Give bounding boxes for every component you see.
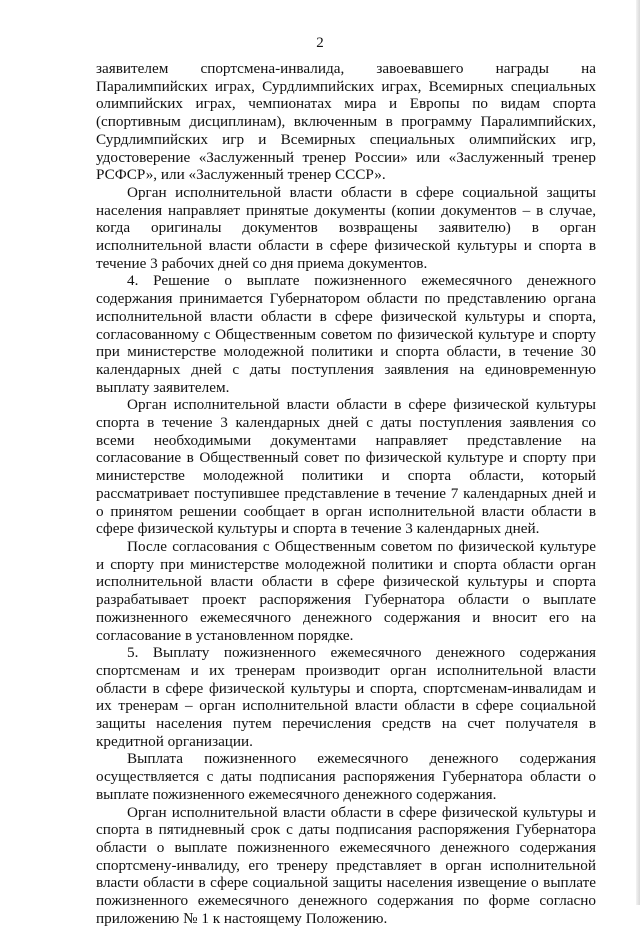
paragraph-item-4-decision: 4. Решение о выплате пожизненного ежемесячного денежного содержания принимается Губернатором области по представлению органа исполнительной власти области в сфере физической культуры и спорта, согласованному с Общественным советом по физической культуре и спорту при министерстве молодежной политики и спорта области, в течение 30 календарных дней с даты поступления заявления на единовременную выплату заявителем.	[96, 272, 596, 396]
paragraph-notice: Орган исполнительной власти области в сфере физической культуры и спорта в пятидневный срок с даты подписания распоряжения Губернатора области о выплате пожизненного ежемесячного денежного содержания спортсмену-инвалиду, его тренеру представляет в орган исполнительной власти области в сфере социальной защиты населения извещение о выплате пожизненного ежемесячного денежного содержания по форме согласно приложению № 1 к настоящему Положению.	[96, 803, 596, 927]
paragraph-continuation: заявителем спортсмена-инвалида, завоевавшего награды на Паралимпийских играх, Сурдлимпийских играх, Всемирных специальных олимпийских играх, чемпионатах мира и Европы по видам спорта (спортивным дисциплинам), включенным в программу Паралимпийских, Сурдлимпийских игр и Всемирных специальных олимпийских игр, удостоверение «Заслуженный тренер России» или «Заслуженный тренер РСФСР», или «Заслуженный тренер СССР».	[96, 60, 596, 184]
paragraph-item-5-payment: 5. Выплату пожизненного ежемесячного денежного содержания спортсменам и их тренерам производит орган исполнительной власти области в сфере физической культуры и спорта, спортсменам-инвалидам и их тренерам – орган исполнительной власти области в сфере социальной защиты населения путем перечисления средств на счет получателя в кредитной организации.	[96, 644, 596, 750]
paragraph-payment-start: Выплата пожизненного ежемесячного денежного содержания осуществляется с даты подписания распоряжения Губернатора области о выплате пожизненного ежемесячного денежного содержания.	[96, 750, 596, 803]
scan-edge-shadow	[636, 0, 640, 905]
paragraph-social-protection-forwarding: Орган исполнительной власти области в сфере социальной защиты населения направляет принятые документы (копии документов – в случае, когда оригиналы документов возвращены заявителю) в орган исполнительной власти области в сфере физической культуры и спорта в течение 3 рабочих дней со дня приема документов.	[96, 183, 596, 272]
document-body	[96, 60, 596, 927]
paragraph-submission-approval: Орган исполнительной власти области в сфере физической культуры спорта в течение 3 календарных дней с даты поступления заявления со всеми необходимыми документами направляет представление на согласование в Общественный совет по физической культуре и спорту при министерстве молодежной политики и спорта области, который рассматривает поступившее представление в течение 7 календарных дней и о принятом решении сообщает в орган исполнительной власти области в сфере физической культуры и спорта в течение 3 календарных дней.	[96, 396, 596, 538]
page-number: 2	[316, 35, 324, 51]
paragraph-draft-order: После согласования с Общественным советом по физической культуре и спорту при министерстве молодежной политики и спорта области орган исполнительной власти области в сфере физической культуры и спорта разрабатывает проект распоряжения Губернатора области о выплате пожизненного ежемесячного денежного содержания и вносит его на согласование в установленном порядке.	[96, 537, 596, 644]
